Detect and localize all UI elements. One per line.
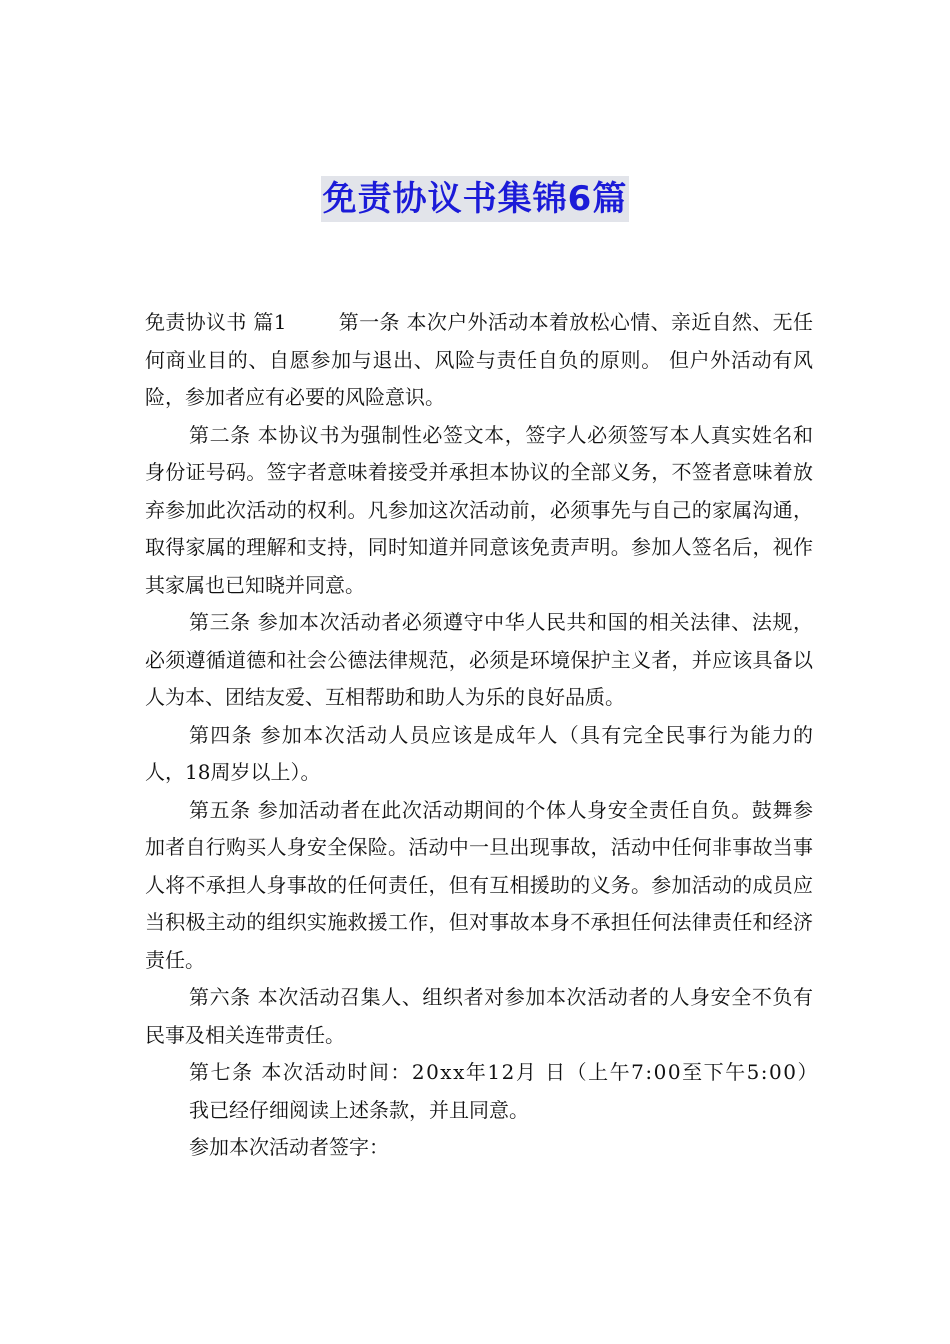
signature-label: 参加本次活动者签字： [189,1135,389,1159]
paragraph-article-6: 第六条 本次活动召集人、组织者对参加本次活动者的人身安全不负有民事及相关连带责任。 [145,985,813,1047]
paragraph-article-4: 第四条 参加本次活动人员应该是成年人（具有完全民事行为能力的人，18周岁以上）。 [145,722,813,784]
document-title: 免责协议书集锦6篇 [321,176,630,222]
paragraph-article-5: 第五条 参加活动者在此次活动期间的个体人身安全责任自负。鼓舞参加者自行购买人身安全保险。活动中一旦出现事故，活动中任何非事故当事人将不承担人身事故的任何责任，但有互相援助的义务。参加活动的成员应当积极主动的组织实施救援工作，但对事故本身不承担任何法律责任和经济责任。 [145,797,813,972]
section-heading: 免责协议书 篇1 [145,310,287,334]
document-body [145,304,819,1167]
article-1-text: 第一条 本次户外活动本着放松心情、亲近自然、无任何商业目的、自愿参加与退出、风险与责任自负的原则。 但户外活动有风险，参加者应有必要的风险意识。 [145,310,813,409]
paragraph-article-1 [145,304,813,417]
paragraph-agreement: 我已经仔细阅读上述条款，并且同意。 [189,1097,529,1122]
paragraph-article-3: 第三条 参加本次活动者必须遵守中华人民共和国的相关法律、法规，必须遵循道德和社会公德法律规范，必须是环境保护主义者，并应该具备以人为本、团结友爱、互相帮助和助人为乐的良好品质。 [145,610,813,709]
paragraph-article-7: 第七条 本次活动时间：20xx年12月 日（上午7:00至下午5:00） [189,1060,819,1084]
paragraph-article-2: 第二条 本协议书为强制性必签文本，签字人必须签写本人真实姓名和身份证号码。签字者意味着接受并承担本协议的全部义务，不签者意味着放弃参加此次活动的权利。凡参加这次活动前，必须事先与自己的家属沟通，取得家属的理解和支持，同时知道并同意该免责声明。参加人签名后，视作其家属也已知晓并同意。 [145,422,813,597]
title-container [0,176,950,222]
